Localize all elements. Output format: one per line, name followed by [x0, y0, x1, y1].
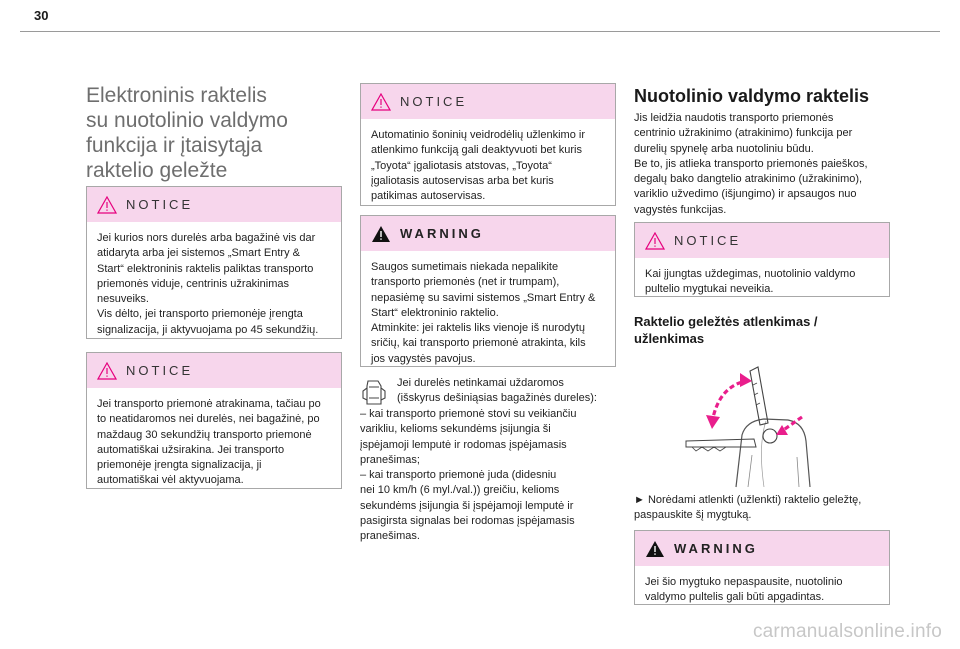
- notice-label: NOTICE: [126, 363, 194, 378]
- warning-triangle-icon: [371, 225, 391, 243]
- notice-text: Jei transporto priemonė atrakinama, tačiau po to neatidaromos nei durelės, nei bagažinė, po maždaug 30 sekundžių transporto priemonė automatiškai užsirakina. Jei transporto priemonėje įrengta signalizacija, ji automatiškai vėl aktyvuojama.: [97, 398, 321, 487]
- warning-label: WARNING: [400, 226, 484, 241]
- notice-header: [635, 223, 889, 258]
- blade-heading: Raktelio geležtės atlenkimas / užlenkimas: [634, 314, 818, 346]
- warning-text: Saugos sumetimais niekada nepalikite transporto priemonės (net ir trumpam), nepasiėmę su savimi sistemos „Smart Entry & Start“ elektroninio raktelio. Atminkite: jei raktelis liks vienoje iš nurodytų sričių, kai transporto priemonė atrakinta, kils jos vagystės pavojus.: [371, 261, 596, 365]
- door-note-intro: Jei durelės netinkamai uždaromos (išskyrus dešiniąsias bagažinės dureles):: [397, 377, 597, 405]
- blade-text: ► Norėdami atlenkti (užlenkti) raktelio geležtę, paspauskite šį mygtuką.: [634, 494, 862, 522]
- notice-triangle-icon: [645, 232, 665, 250]
- warning-label: WARNING: [674, 541, 758, 556]
- notice-box-4: [634, 222, 890, 297]
- notice-text: Kai įjungtas uždegimas, nuotolinio valdymo pultelio mygtukai neveikia.: [645, 268, 856, 296]
- warning-text: Jei šio mygtuko nepaspausite, nuotolinio valdymo pultelis gali būti apgadintas.: [645, 576, 843, 604]
- notice-text: Jei kurios nors durelės arba bagažinė vis dar atidaryta arba jei sistemos „Smart Entry & Start“ elektroninis raktelis paliktas transporto priemonės viduje, centrinis užrakinimas nesuveiks. Vis dėlto, jei transporto priemonėje įrengta signalizacija, ji aktyvuojama po 45 sekundžių.: [97, 232, 319, 336]
- notice-triangle-icon: [97, 362, 117, 380]
- page-number: 30: [34, 8, 49, 23]
- notice-label: NOTICE: [126, 197, 194, 212]
- notice-triangle-icon: [371, 93, 391, 111]
- warning-box-2: [634, 530, 890, 605]
- notice-header: [87, 353, 341, 388]
- warning-header: [635, 531, 889, 566]
- notice-text: Automatinio šoninių veidrodėlių užlenkimo ir atlenkimo funkciją gali deaktyvuoti bet kuris „Toyota“ įgaliotasis atstovas, „Toyota“ įgaliotasis autoservisas arba bet kuris patikimas autoservisas.: [371, 129, 586, 203]
- door-open-warning-icon: [362, 378, 386, 408]
- notice-header: [361, 84, 615, 119]
- notice-box-3: [360, 83, 616, 206]
- remote-heading: Nuotolinio valdymo raktelis: [634, 86, 870, 106]
- notice-triangle-icon: [97, 196, 117, 214]
- page-title: Elektroninis raktelis su nuotolinio valdymo funkcija ir įtaisytąja raktelio geležte: [86, 84, 288, 182]
- remote-text: Jis leidžia naudotis transporto priemonės centrinio užrakinimo (atrakinimo) funkcija per durelių spynelę arba nuotoliniu būdu. Be to, jis atlieka transporto priemonės paieškos, degalų bako dangtelio atrakinimo (užrakinimo), variklio užvedimo (išjungimo) ir apsaugos nuo vagystės funkcijas.: [634, 112, 868, 216]
- warning-triangle-icon: [645, 540, 665, 558]
- notice-header: [87, 187, 341, 222]
- top-rule: [20, 31, 940, 32]
- notice-box-2: [86, 352, 342, 489]
- watermark[interactable]: carmanualsonline.info: [752, 621, 942, 642]
- door-note-text: – kai transporto priemonė stovi su veikiančiu varikliu, kelioms sekundėms įsijungia ši įspėjamoji lemputė ir rodomas įspėjamasis pranešimas; – kai transporto priemonė juda (didesniu nei 10 km/h (6 myl./val.)) greičiu, kelioms sekundėms įsijungia ši įspėjamoji lemputė ir pasigirsta signalas bei rodomas įspėjamasis pranešimas.: [360, 408, 577, 543]
- warning-box-1: [360, 215, 616, 367]
- key-blade-illustration: [684, 365, 834, 490]
- notice-box-1: [86, 186, 342, 339]
- notice-label: NOTICE: [400, 94, 468, 109]
- notice-label: NOTICE: [674, 233, 742, 248]
- warning-header: [361, 216, 615, 251]
